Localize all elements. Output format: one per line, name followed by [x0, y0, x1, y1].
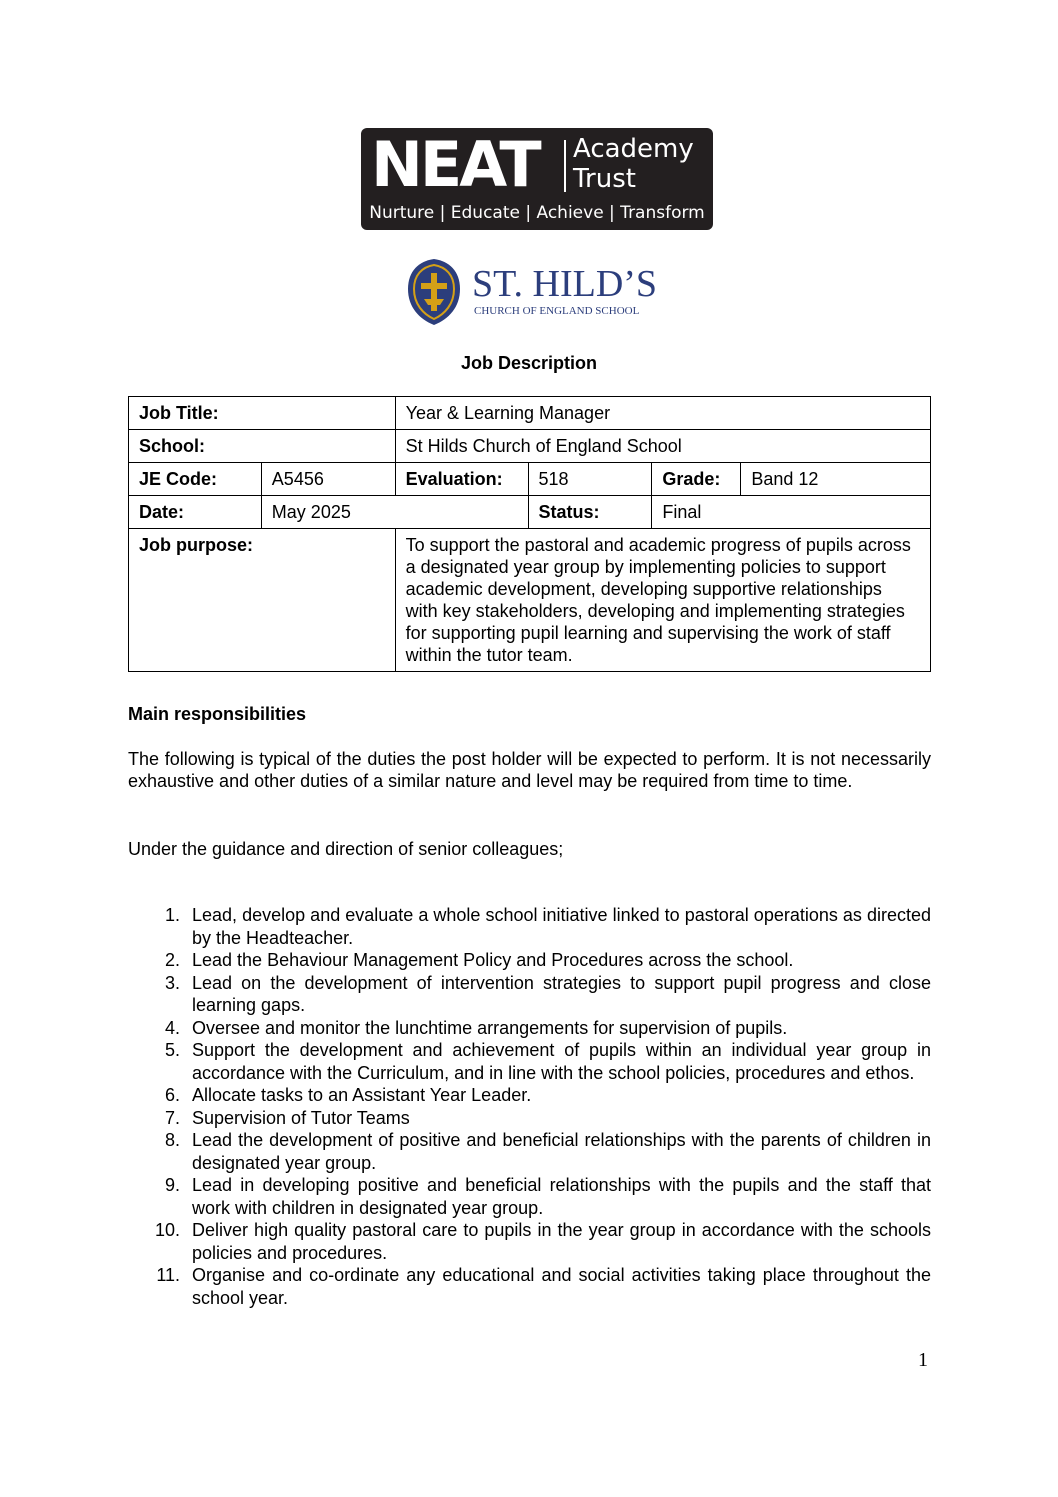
responsibilities-lead-in: Under the guidance and direction of senior colleagues; — [128, 839, 564, 859]
table-row — [129, 529, 931, 672]
table-row — [129, 397, 931, 430]
list-item-text: Lead the development of positive and beneficial relationships with the parents of children in designated year group. — [192, 1130, 931, 1173]
status-value: Final — [652, 496, 931, 529]
list-item-text: Lead, develop and evaluate a whole school initiative linked to pastoral operations as directed by the Headteacher. — [192, 905, 931, 948]
job-details-table — [128, 396, 931, 672]
list-item-text: Support the development and achievement of pupils within an individual year group in accordance with the Curriculum, and in line with the school policies, procedures and ethos. — [192, 1040, 931, 1083]
neat-logo-academy: Academy — [573, 134, 694, 164]
neat-logo-trust: Trust — [573, 164, 636, 194]
status-label: Status: — [528, 496, 652, 529]
page-number: 1 — [918, 1349, 928, 1371]
job-title-value: Year & Learning Manager — [395, 397, 930, 430]
job-purpose-label: Job purpose: — [129, 529, 396, 672]
list-item-number: 5. — [164, 1040, 180, 1060]
list-item-number: 2. — [164, 950, 180, 970]
neat-logo-divider — [564, 140, 566, 192]
list-item — [128, 949, 931, 972]
list-item-text: Supervision of Tutor Teams — [192, 1107, 410, 1128]
list-item — [128, 972, 931, 1017]
list-item-text: Organise and co-ordinate any educational and social activities taking place throughout the school year. — [192, 1265, 931, 1308]
table-row — [129, 430, 931, 463]
main-responsibilities-heading: Main responsibilities — [128, 704, 307, 724]
list-item — [128, 904, 931, 949]
list-item-text: Lead on the development of intervention strategies to support pupil progress and close learning gaps. — [192, 972, 931, 1015]
date-label: Date: — [129, 496, 262, 529]
job-title-label: Job Title: — [129, 397, 396, 430]
evaluation-value: 518 — [528, 463, 652, 496]
list-item-text: Oversee and monitor the lunchtime arrangements for supervision of pupils. — [192, 1017, 788, 1038]
list-item — [128, 1174, 931, 1219]
list-item — [128, 1129, 931, 1174]
document-title: Job Description — [460, 353, 598, 373]
school-value: St Hilds Church of England School — [395, 430, 930, 463]
job-purpose-value: To support the pastoral and academic progress of pupils across a designated year group by implementing policies to support academic development, developing supportive relationships with key stakeholders, developing and implementing strategies for supporting pupil learning and supervising the work of staff within the tutor team. — [395, 529, 930, 672]
list-item-text: Lead the Behaviour Management Policy and Procedures across the school. — [192, 950, 794, 970]
list-item — [128, 1107, 931, 1130]
neat-logo-word: NEAT — [371, 128, 539, 201]
neat-academy-trust-logo — [361, 128, 713, 230]
list-item-number: 9. — [164, 1175, 180, 1195]
list-item-number: 3. — [164, 972, 180, 993]
school-crest-icon — [404, 257, 464, 327]
grade-value: Band 12 — [741, 463, 931, 496]
list-item — [128, 1017, 931, 1040]
list-item — [128, 1219, 931, 1264]
list-item-number: 6. — [164, 1085, 180, 1105]
evaluation-label: Evaluation: — [395, 463, 528, 496]
school-logo-subtitle: CHURCH OF ENGLAND SCHOOL — [474, 305, 640, 317]
list-item-number: 8. — [164, 1130, 180, 1150]
list-item-text: Allocate tasks to an Assistant Year Leader. — [192, 1085, 532, 1105]
neat-logo-tagline: Nurture | Educate | Achieve | Transform — [369, 203, 705, 223]
list-item — [128, 1264, 931, 1309]
list-item-text: Deliver high quality pastoral care to pupils in the year group in accordance with the schools policies and procedures. — [192, 1220, 931, 1263]
table-row — [129, 463, 931, 496]
je-code-label: JE Code: — [129, 463, 262, 496]
table-row — [129, 496, 931, 529]
list-item-number: 1. — [164, 905, 180, 925]
responsibilities-intro: The following is typical of the duties the post holder will be expected to perform. It is not necessarily exhaustive and other duties of a similar nature and level may be required from time to time. — [128, 749, 931, 791]
list-item — [128, 1084, 931, 1107]
school-logo-name: ST. HILD’S — [472, 263, 658, 305]
school-label: School: — [129, 430, 396, 463]
list-item-number: 4. — [164, 1017, 180, 1038]
je-code-value: A5456 — [261, 463, 395, 496]
grade-label: Grade: — [652, 463, 741, 496]
responsibilities-list — [128, 904, 931, 1309]
list-item-number: 11. — [156, 1265, 180, 1285]
list-item-number: 7. — [164, 1107, 180, 1128]
list-item — [128, 1039, 931, 1084]
list-item-text: Lead in developing positive and beneficial relationships with the pupils and the staff that work with children in designated year group. — [192, 1175, 931, 1218]
date-value: May 2025 — [261, 496, 528, 529]
list-item-number: 10. — [154, 1220, 180, 1240]
